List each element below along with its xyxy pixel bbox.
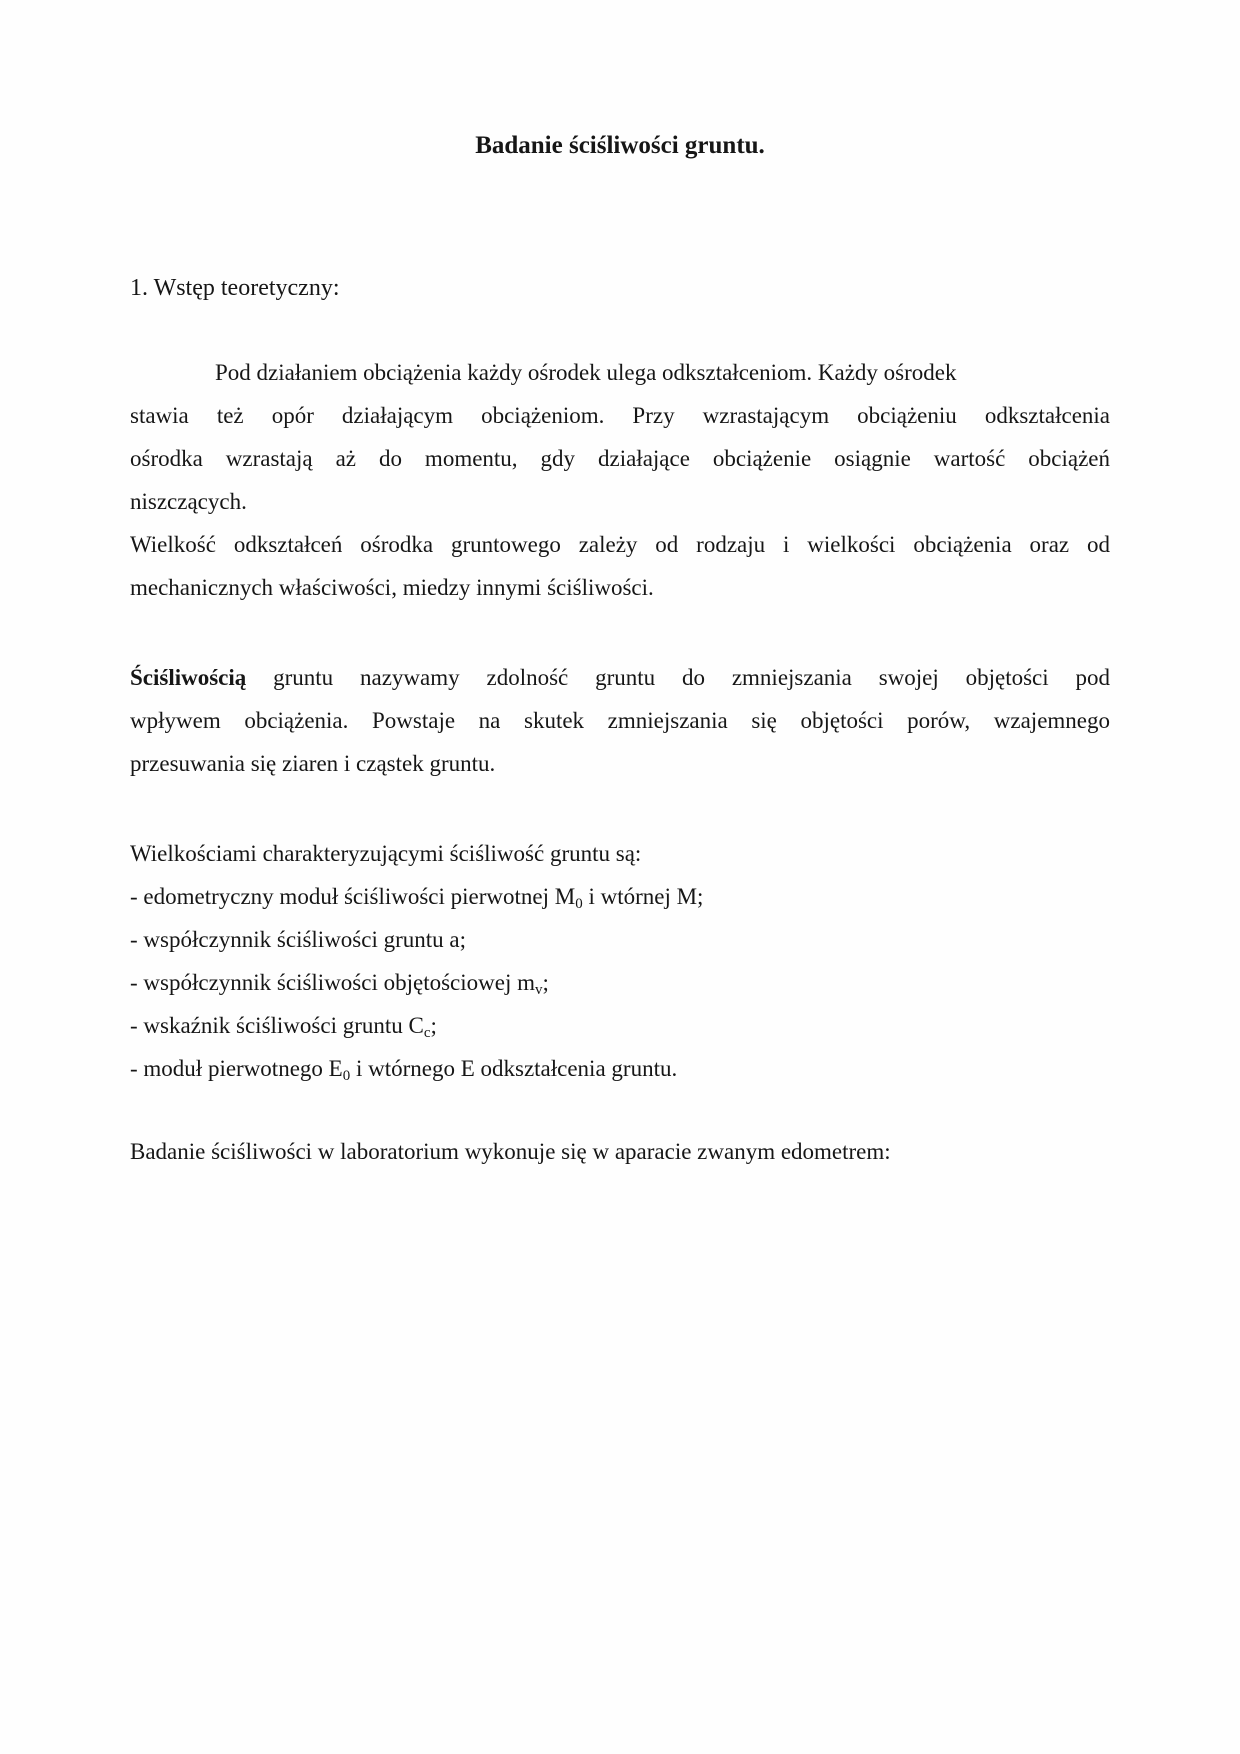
paragraph-line: wpływem obciążenia. Powstaje na skutek zmniejszania się objętości porów, wzajemnego xyxy=(130,708,1110,733)
paragraph-compressibility-definition xyxy=(130,656,1110,785)
paragraph-line: Wielkość odkształceń ośrodka gruntowego zależy od rodzaju i wielkości obciążenia oraz od xyxy=(130,532,1110,557)
list-intro-line xyxy=(130,832,1110,875)
paragraph-line: stawia też opór działającym obciążeniom. Przy wzrastającym obciążeniu odkształcenia xyxy=(130,403,1110,428)
list-item: - współczynnik ściśliwości objętościowej $m_v$; xyxy=(130,970,549,998)
closing-line xyxy=(130,1130,1110,1173)
paragraph-line: Badanie ściśliwości w laboratorium wykonuje się w aparacie zwanym edometrem: xyxy=(130,1139,891,1164)
paragraph-load-deformation xyxy=(130,351,1110,609)
paragraph-line: Ściśliwością gruntu nazywamy zdolność gruntu do zmniejszania swojej objętości pod xyxy=(130,665,1110,690)
paragraph-line: ośrodka wzrastają aż do momentu, gdy działające obciążenie osiągnie wartość obciążeń xyxy=(130,446,1110,471)
paragraph-line: Pod działaniem obciążenia każdy ośrodek ulega odkształceniom. Każdy ośrodek xyxy=(215,360,957,385)
compressibility-parameters-list xyxy=(130,875,1110,1090)
list-item: - edometryczny moduł ściśliwości pierwotnej $M_0$ i wtórnej M; xyxy=(130,884,704,912)
paragraph-line: Wielkościami charakteryzującymi ściśliwość gruntu są: xyxy=(130,841,642,866)
paragraph-line: mechanicznych właściwości, miedzy innymi ściśliwości. xyxy=(130,575,654,600)
list-item: - wskaźnik ściśliwości gruntu $C_c$; xyxy=(130,1013,437,1041)
paragraph-line: niszczących. xyxy=(130,489,247,514)
document-title: Badanie ściśliwości gruntu. xyxy=(475,132,765,159)
section-heading: 1. Wstęp teoretyczny: xyxy=(130,275,340,301)
list-item: - moduł pierwotnego $E_0$ i wtórnego E odkształcenia gruntu. xyxy=(130,1056,678,1084)
paragraph-line: przesuwania się ziaren i cząstek gruntu. xyxy=(130,751,496,776)
list-item: - współczynnik ściśliwości gruntu a; xyxy=(130,927,467,952)
